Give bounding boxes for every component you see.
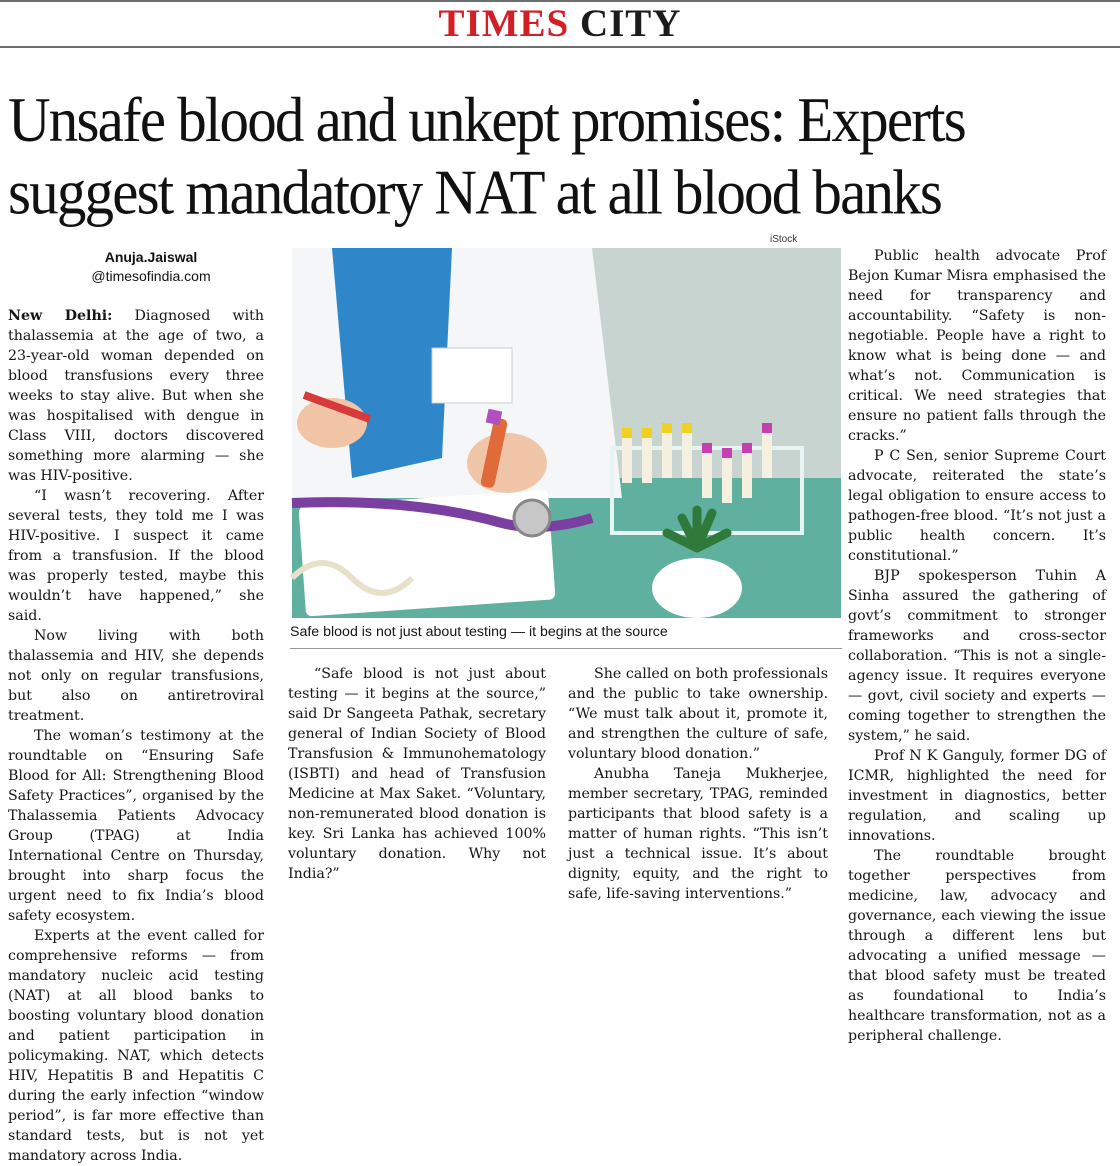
paragraph-5: Experts at the event called for comprehensive reforms — from mandatory nucleic acid testing (NAT) at all blood banks to boosting voluntary blood donation and patient participation in policymaking. NAT, which detects HIV, Hepatitis B and Hepatitis C during the early infection “window period”, is far more effective than standard tests, but is not yet mandatory across India.	[8, 928, 264, 1164]
article-photo	[292, 248, 841, 618]
paragraph-12: Prof N K Ganguly, former DG of ICMR, highlighted the need for investment in diagnostics, better regulation, and scaling up innovations.	[848, 748, 1106, 844]
paragraph-13: The roundtable brought together perspectives from medicine, law, advocacy and governance, each viewing the issue through a different lens but advocating a unified message — that blood safety must be treated as foundational to India’s healthcare transformation, not as a peripheral challenge.	[848, 848, 1106, 1044]
article-column-2	[288, 664, 546, 1006]
paragraph-10: P C Sen, senior Supreme Court advocate, reiterated the state’s legal obligation to ensure access to pathogen-free blood. “It’s not just a public health concern. It’s constitutional.”	[848, 448, 1106, 564]
paragraph-7: She called on both professionals and the public to take ownership. “We must talk about it, promote it, and strengthen the culture of safe, voluntary blood donation.”	[568, 666, 828, 762]
lab-scene-illustration	[292, 248, 841, 618]
masthead	[0, 0, 1120, 48]
byline	[36, 248, 266, 286]
masthead-bottom-rule	[0, 46, 1120, 48]
paragraph-6: “Safe blood is not just about testing — it begins at the source,” said Dr Sangeeta Pathak, secretary general of Indian Society of Blood Transfusion & Immunohematology (ISBTI) and head of Transfusion Medicine at Max Saket. “Voluntary, non-remunerated blood donation is key. Sri Lanka has achieved 100% voluntary donation. Why not India?”	[288, 666, 546, 882]
paragraph-4: The woman’s testimony at the roundtable on “Ensuring Safe Blood for All: Strengthening Blood Safety Practices”, organised by the Thalassemia Patients Advocacy Group (TPAG) at India International Centre on Thursday, brought into sharp focus the urgent need to fix India’s blood safety ecosystem.	[8, 728, 264, 924]
photo-caption: Safe blood is not just about testing — it begins at the source	[290, 624, 668, 640]
caption-rule	[290, 648, 842, 649]
section-title	[0, 4, 1120, 44]
paragraph-3: Now living with both thalassemia and HIV, she depends not only on regular transfusions, but also on antiretroviral treatment.	[8, 628, 264, 724]
author-handle: @timesofindia.com	[91, 268, 211, 284]
article-column-4	[848, 246, 1106, 1044]
article-column-1	[8, 306, 265, 1164]
paragraph-1	[8, 306, 264, 486]
section-title-city: CITY	[579, 2, 682, 45]
paragraph-2: “I wasn’t recovering. After several tests, they told me I was HIV-positive. I suspect it came from a transfusion. If the blood was properly tested, maybe this wouldn’t have happened,” she said.	[8, 488, 264, 624]
photo-credit: iStock	[770, 234, 798, 245]
paragraph-11: BJP spokesperson Tuhin A Sinha assured the gathering of govt’s commitment to stronger frameworks and cross-sector collaboration. “This is not a single-agency issue. It requires everyone — govt, civil society and experts — coming together to strengthen the system,” he said.	[848, 568, 1106, 744]
headline: Unsafe blood and unkept promises: Experts suggest mandatory NAT at all blood banks	[8, 84, 965, 228]
paragraph-1-text: Diagnosed with thalassemia at the age of two, a 23-year-old woman depended on blood transfusions every three weeks to stay alive. But when she was hospitalised with dengue in Class VIII, doctors discovered something more alarming — she was HIV-positive.	[8, 308, 265, 484]
article-column-3	[568, 664, 828, 1006]
author-name: Anuja.Jaiswal	[104, 249, 198, 265]
paragraph-8: Anubha Taneja Mukherjee, member secretary, TPAG, reminded participants that blood safety is a matter of human rights. “This isn’t just a technical issue. It’s about dignity, equity, and the right to safe, life-saving interventions.”	[568, 766, 828, 902]
section-title-times: TIMES	[438, 2, 570, 45]
paragraph-9: Public health advocate Prof Bejon Kumar Misra emphasised the need for transparency and accountability. “Safety is non-negotiable. People have a right to know what is being done — and what’s not. Communication is critical. We need strategies that ensure no patient falls through the cracks.”	[848, 248, 1106, 444]
dateline: New Delhi:	[8, 308, 113, 324]
